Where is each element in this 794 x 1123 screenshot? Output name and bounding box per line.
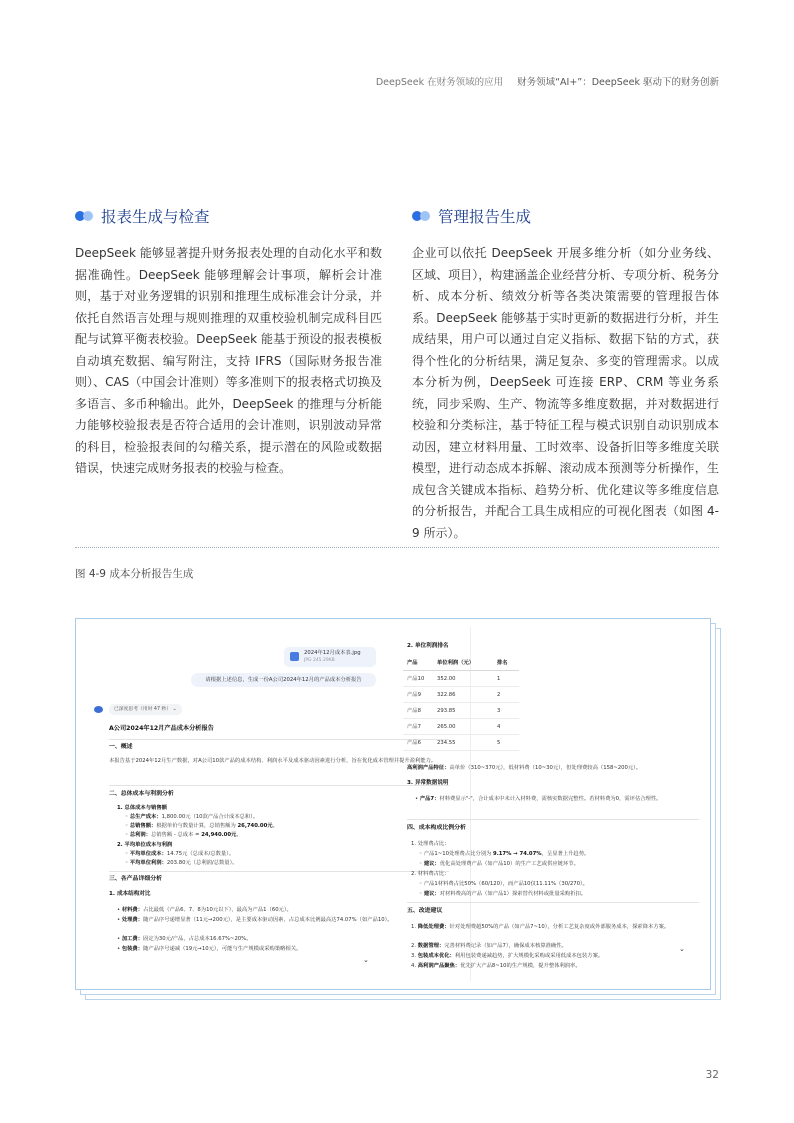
improve-3-label: 包装成本优化： xyxy=(417,953,455,959)
dotted-divider xyxy=(75,547,719,548)
ratio-sub2-label: 2. 材料费占比： xyxy=(411,871,450,877)
high-profit-label: 高利润产品特征： xyxy=(407,765,450,771)
left-section-heading xyxy=(75,205,210,227)
ratio-advice2-item: ◦ 建议：对材料费高的产品（如产品1）探索替代材料或批量采购折扣。 xyxy=(419,891,587,897)
scroll-down-chevron-icon[interactable]: ⌄ xyxy=(363,956,369,964)
improve-heading: 五、改进建议 xyxy=(407,908,443,914)
avg-profit-item: ◦ 平均单位利润：203.80元（总利润/总数量）。 xyxy=(125,860,238,866)
machining-item: • 加工费：固定为30元/产品，占总成本16.67%~20%。 xyxy=(117,936,252,942)
thinking-toggle[interactable] xyxy=(109,704,182,715)
total-cost-label: 总生产成本： xyxy=(129,814,162,820)
ratio-sub1-label: 1. 处理费占比： xyxy=(411,841,450,847)
col-product-header: 产品 xyxy=(403,656,433,671)
table-cell: 产品8 xyxy=(403,703,433,719)
improve-1-text: 针对处理费超50%的产品（如产品7~10），分析工艺复杂度或外部服务成本，探索降本方案。 xyxy=(449,924,670,930)
total-sales-text: 根据单价与数量计算，总销售额为 xyxy=(156,823,236,829)
ratio-advice2-label: 建议： xyxy=(423,891,440,897)
ratio-advice2-text: 对材料费高的产品（如产品1）探索替代材料或批量采购折扣。 xyxy=(439,891,587,897)
ratio-trend-value: 9.17% → 74.07% xyxy=(493,851,542,857)
improve-1-label: 降低处理费： xyxy=(417,924,450,930)
anomaly-label: 产品7： xyxy=(419,796,440,802)
table-cell: 293.85 xyxy=(433,703,493,719)
total-cost-item: ◦ 总生产成本：1,800.00元（10款产品合计成本总和）。 xyxy=(125,814,259,820)
ratio-advice1-text: 优化高处理费产品（如产品10）的生产工艺或供应链环节。 xyxy=(439,861,579,867)
ratio-sub1 xyxy=(411,840,450,848)
table-row xyxy=(403,671,519,687)
table-cell: 产品10 xyxy=(403,671,433,687)
material-item: • 材料费：占比最低（产品6、7、8为10元以下），最高为产品1（60元）。 xyxy=(117,907,292,913)
report-title-rule xyxy=(109,739,449,740)
improve-2-text: 完善材料费记录（如产品7），确保成本核算准确性。 xyxy=(444,943,567,949)
ratio-heading: 四、成本构成比例分析 xyxy=(407,825,466,831)
table-cell: 产品9 xyxy=(403,687,433,703)
improve-item-1: 1. 降低处理费：针对处理费超50%的产品（如产品7~10），分析工艺复杂度或外部服务成本，探索降本方案。 xyxy=(411,924,670,930)
profit-rank-heading: 2. 单位利润排名 xyxy=(407,643,449,649)
figure-screenshot xyxy=(75,618,711,990)
figure-caption: 图 4-9 成本分析报告生成 xyxy=(75,568,194,580)
table-row xyxy=(403,719,519,735)
report-title: A公司2024年12月产品成本分析报告 xyxy=(109,725,214,732)
total-sales-label: 总销售额： xyxy=(129,823,157,829)
total-sales-value: 26,740.00元 xyxy=(237,823,273,829)
avg-cost-item: ◦ 平均单位成本：14.75元（总成本/总数量）。 xyxy=(125,851,235,857)
total-cost-value: 1,800.00元（10款产品合计成本总和）。 xyxy=(161,814,259,820)
bullet-dots-icon xyxy=(412,210,432,222)
attachment-name: 2024年12月成本表.jpg xyxy=(304,650,361,656)
total-profit-item: ◦ 总利润：总销售额 - 总成本 = 24,940.00元。 xyxy=(125,832,242,838)
overall-sub2-label: 2. 平均单位成本与利润 xyxy=(117,842,173,848)
header-left: DeepSeek 在财务领域的应用 xyxy=(375,77,504,88)
ratio-trend-pre: 产品1~10处理费占比分别为 xyxy=(423,851,492,857)
improve-item-2: 2. 数据管理：完善材料费记录（如产品7），确保成本核算准确性。 xyxy=(411,943,567,949)
anomaly-rule xyxy=(407,819,699,820)
anomaly-text: 材料费显示"-"，合计成本中未计入材料费，需核实数据完整性。若材料费为0，需评估合理性。 xyxy=(439,796,662,802)
table-cell: 产品7 xyxy=(403,719,433,735)
high-profit-text: 高单价（310~370元），低材料费（10~30元），但处理费较高（158~200元）。 xyxy=(449,765,642,771)
improve-4-label: 高利润产品聚焦： xyxy=(417,963,461,969)
table-row xyxy=(403,735,519,751)
material-ratio-text: 产品1材料费占比50%（60/120），而产品10仅11.11%（30/270）。 xyxy=(423,881,588,887)
table-cell: 1 xyxy=(493,671,519,687)
table-cell: 产品6 xyxy=(403,735,433,751)
avg-cost-label: 平均单位成本： xyxy=(129,851,167,857)
col-rank-header: 排名 xyxy=(493,656,519,671)
material-ratio-item: ◦ 产品1材料费占比50%（60/120），而产品10仅11.11%（30/270）。 xyxy=(419,881,588,887)
processing-item: • 处理费：随产品序号递增显著（11元→200元），是主要成本驱动因素，占总成本比例最高达74.07%（如产品10）。 xyxy=(117,917,393,923)
table-cell: 2 xyxy=(493,687,519,703)
improve-item-4: 4. 高利润产品聚焦：优先扩大产品8~10的生产规模，提升整体利润率。 xyxy=(411,963,581,969)
overview-heading: 一、概述 xyxy=(109,744,133,750)
packaging-item: • 包装费：随产品序号递减（19元→10元），可能与生产规模或采购策略相关。 xyxy=(117,946,302,952)
overall-heading: 二、总体成本与利润分析 xyxy=(109,791,174,797)
table-header-row xyxy=(403,656,519,671)
ratio-trend-post: ，呈显著上升趋势。 xyxy=(541,851,590,857)
improve-3-text: 利用包装费递减趋势，扩大规模化采购或采用低成本包装方案。 xyxy=(454,953,604,959)
left-section-title: 报表生成与检查 xyxy=(101,208,210,226)
table-cell: 5 xyxy=(493,735,519,751)
material-label: 材料费： xyxy=(121,907,144,913)
improve-2-label: 数据管理： xyxy=(417,943,445,949)
overall-sub2 xyxy=(109,841,457,849)
total-sales-item: ◦ 总销售额：根据单价与数量计算，总销售额为 26,740.00元。 xyxy=(125,823,278,829)
table-cell: 4 xyxy=(493,719,519,735)
right-section-heading xyxy=(412,205,531,227)
ratio-sub2 xyxy=(411,870,450,878)
ratio-rule xyxy=(407,902,699,903)
product-detail-heading: 三、各产品详细分析 xyxy=(109,876,163,882)
processing-text: 随产品序号递增显著（11元→200元），是主要成本驱动因素，占总成本比例最高达74.07%（如产品10）。 xyxy=(143,917,393,923)
avg-profit-value: 203.80元（总利润/总数量）。 xyxy=(166,860,238,866)
ratio-trend-item: ◦ 产品1~10处理费占比分别为 9.17% → 74.07%，呈显著上升趋势。 xyxy=(419,851,590,857)
high-profit-note xyxy=(407,764,699,772)
table-cell: 234.55 xyxy=(433,735,493,751)
machining-label: 加工费： xyxy=(121,936,144,942)
header-right: 财务领域“AI+”：DeepSeek 驱动下的财务创新 xyxy=(517,77,719,88)
ratio-advice1-label: 建议： xyxy=(423,861,440,867)
left-section-body: DeepSeek 能够显著提升财务报表处理的自动化水平和数据准确性。DeepSeek 能够理解会计事项，解析会计准则，基于对业务逻辑的识别和推理生成标准会计分录，并依托自然语言处理与规则推理的双重校验机制完成科目匹配与试算平衡表校验。DeepSeek 能基于预设的报表模板自动填充数据、编写附注，支持 IFRS（国际财务报告准则）、CAS（中国会计准则）等多准则下的报表格式切换及多语言、多币种输出。此外，DeepSeek 的推理与分析能力能够校验报表是否符合适用的会计准则，识别波动异常的科目，检验报表间的勾稽关系，提示潜在的风险或数据错误，快速完成财务报表的校验与检查。 xyxy=(75,246,382,475)
profit-rank-table xyxy=(403,656,519,751)
material-text: 占比最低（产品6、7、8为10元以下），最高为产品1（60元）。 xyxy=(143,907,292,913)
running-header xyxy=(376,74,719,88)
scroll-down-chevron-icon[interactable]: ⌄ xyxy=(679,945,685,953)
image-file-icon xyxy=(290,652,299,661)
attachment-card[interactable] xyxy=(284,647,376,667)
table-cell: 265.00 xyxy=(433,719,493,735)
overview-body: 本报告基于2024年12月生产数据，对A公司10款产品的成本结构、利润水平及成本驱动因素进行分析，旨在优化成本管理并提升盈利能力。 xyxy=(109,758,437,764)
table-row xyxy=(403,687,519,703)
attachment-size: JPG 245.29KB xyxy=(304,658,335,663)
table-cell: 352.00 xyxy=(433,671,493,687)
packaging-text: 随产品序号递减（19元→10元），可能与生产规模或采购策略相关。 xyxy=(143,946,302,952)
right-section-title: 管理报告生成 xyxy=(438,208,532,226)
table-cell: 3 xyxy=(493,703,519,719)
anomaly-heading: 3. 异常数据说明 xyxy=(407,780,449,786)
ai-avatar-icon xyxy=(94,706,103,713)
overall-sub1 xyxy=(109,804,457,812)
chevron-down-icon: ⌄ xyxy=(172,707,177,712)
overall-sub1-label: 1. 总体成本与销售额 xyxy=(117,805,167,811)
total-profit-value: 24,940.00元 xyxy=(201,832,237,838)
total-profit-label: 总利润： xyxy=(129,832,152,838)
bullet-dots-icon xyxy=(75,210,95,222)
col-profit-header: 单位利润（元） xyxy=(433,656,493,671)
improve-4-text: 优先扩大产品8~10的生产规模，提升整体利润率。 xyxy=(460,963,581,969)
table-cell: 322.86 xyxy=(433,687,493,703)
avg-profit-label: 平均单位利润： xyxy=(129,860,167,866)
cost-structure-heading: 1. 成本结构对比 xyxy=(109,891,151,897)
ratio-advice1-item: ◦ 建议：优化高处理费产品（如产品10）的生产工艺或供应链环节。 xyxy=(419,861,579,867)
thinking-label: 已深度思考（用时 47 秒） xyxy=(114,707,172,712)
anomaly-item: • 产品7：材料费显示"-"，合计成本中未计入材料费，需核实数据完整性。若材料费为0，需评估合理性。 xyxy=(415,796,662,802)
overview-rule xyxy=(109,785,449,786)
improve-item-3: 3. 包装成本优化：利用包装费递减趋势，扩大规模化采购或采用低成本包装方案。 xyxy=(411,953,604,959)
overall-rule xyxy=(109,871,449,872)
table-row xyxy=(403,703,519,719)
avg-cost-value: 14.75元（总成本/总数量）。 xyxy=(166,851,235,857)
right-section-body: 企业可以依托 DeepSeek 开展多维分析（如分业务线、区域、项目），构建涵盖企业经营分析、专项分析、税务分析、成本分析、绩效分析等各类决策需要的管理报告体系。DeepSeek 能够基于实时更新的数据进行分析，并生成结果，用户可以通过自定义指标、数据下钻的方式，获得个性化的分析结果，满足复杂、多变的管理需求。以成本分析为例，DeepSeek 可连接 ERP、CRM 等业务系统，同步采购、生产、物流等多维度数据，并对数据进行校验和分类标注，基于特征工程与模式识别自动识别成本动因，建立材料用量、工时效率、设备折旧等多维度关联模型，进行动态成本拆解、滚动成本预测等分析操作，生成包含关键成本指标、趋势分析、优化建议等多维度信息的分析报告，并配合工具生成相应的可视化图表（如图 4-9 所示）。 xyxy=(412,246,719,540)
user-prompt-bubble: 请根据上述信息，生成一份A公司2024年12月的产品成本分析报告 xyxy=(191,673,376,687)
packaging-label: 包装费： xyxy=(121,946,144,952)
processing-label: 处理费： xyxy=(121,917,144,923)
machining-text: 固定为30元/产品，占总成本16.67%~20%。 xyxy=(143,936,252,942)
page-number: 32 xyxy=(705,1069,719,1081)
total-profit-text: 总销售额 - 总成本 = xyxy=(151,832,200,838)
